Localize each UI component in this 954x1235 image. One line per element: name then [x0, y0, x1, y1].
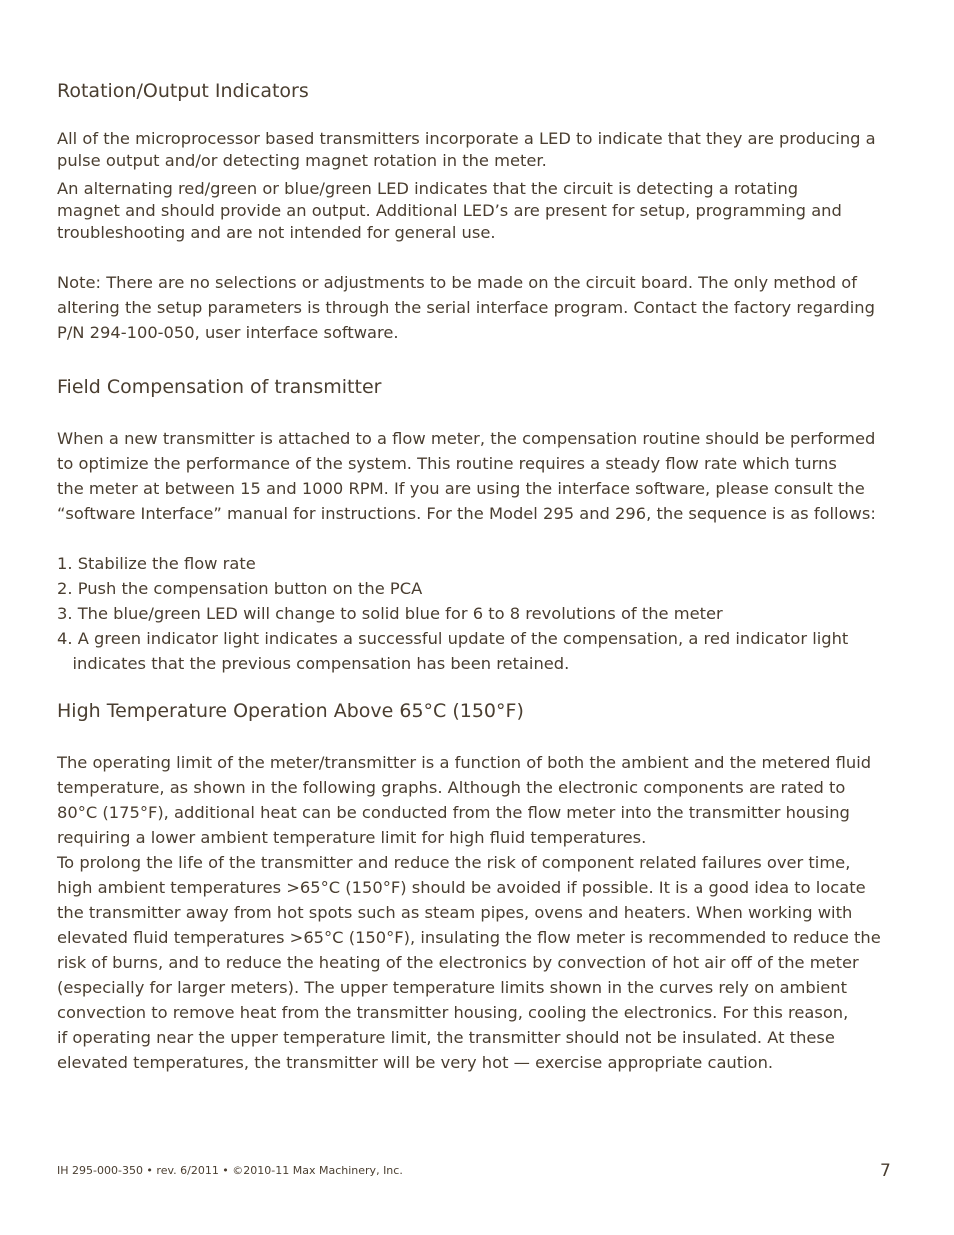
paragraph-operating-limit: [57, 750, 871, 850]
text-line: Note: There are no selections or adjustments to be made on the circuit board. The only method of: [57, 273, 857, 292]
text-line: requiring a lower ambient temperature limit for high fluid temperatures.: [57, 828, 647, 847]
heading-rotation-output-indicators: Rotation/Output Indicators: [57, 80, 309, 102]
text-line: All of the microprocessor based transmitters incorporate a LED to indicate that they are producing a: [57, 129, 876, 148]
footer-document-info: IH 295-000-350 • rev. 6/2011 • ©2010-11 Max Machinery, Inc.: [57, 1164, 403, 1177]
text-line: P/N 294-100-050, user interface software.: [57, 323, 399, 342]
page-number: 7: [880, 1161, 891, 1181]
text-line: “software Interface” manual for instructions. For the Model 295 and 296, the sequence is as follows:: [57, 504, 876, 523]
paragraph-led-alternating: [57, 178, 842, 244]
text-line: risk of burns, and to reduce the heating of the electronics by convection of hot air off of the meter: [57, 953, 859, 972]
text-line: high ambient temperatures >65°C (150°F) should be avoided if possible. It is a good idea to locate: [57, 878, 866, 897]
paragraph-led-intro: [57, 128, 876, 172]
text-line: pulse output and/or detecting magnet rotation in the meter.: [57, 151, 547, 170]
text-line: To prolong the life of the transmitter and reduce the risk of component related failures over time,: [57, 853, 851, 872]
text-line: elevated temperatures, the transmitter will be very hot — exercise appropriate caution.: [57, 1053, 774, 1072]
compensation-steps-list: [57, 551, 848, 676]
list-item: indicates that the previous compensation has been retained.: [57, 654, 570, 673]
text-line: When a new transmitter is attached to a flow meter, the compensation routine should be performed: [57, 429, 876, 448]
list-item: 4. A green indicator light indicates a successful update of the compensation, a red indicator light: [57, 629, 849, 648]
text-line: altering the setup parameters is through the serial interface program. Contact the factory regarding: [57, 298, 875, 317]
paragraph-compensation: [57, 426, 876, 526]
text-line: (especially for larger meters). The upper temperature limits shown in the curves rely on ambient: [57, 978, 847, 997]
heading-field-compensation: Field Compensation of transmitter: [57, 376, 382, 398]
text-line: the meter at between 15 and 1000 RPM. If you are using the interface software, please consult the: [57, 479, 865, 498]
paragraph-prolong-life: [57, 850, 881, 1075]
paragraph-note: [57, 270, 875, 345]
list-item: 2. Push the compensation button on the PCA: [57, 579, 423, 598]
text-line: temperature, as shown in the following graphs. Although the electronic components are rated to: [57, 778, 846, 797]
text-line: magnet and should provide an output. Additional LED’s are present for setup, programming and: [57, 201, 842, 220]
text-line: The operating limit of the meter/transmitter is a function of both the ambient and the metered fluid: [57, 753, 872, 772]
heading-high-temperature: High Temperature Operation Above 65°C (150°F): [57, 700, 524, 722]
list-item: 3. The blue/green LED will change to solid blue for 6 to 8 revolutions of the meter: [57, 604, 723, 623]
text-line: convection to remove heat from the transmitter housing, cooling the electronics. For this reason,: [57, 1003, 849, 1022]
text-line: if operating near the upper temperature limit, the transmitter should not be insulated. At these: [57, 1028, 835, 1047]
text-line: the transmitter away from hot spots such as steam pipes, ovens and heaters. When working with: [57, 903, 853, 922]
text-line: to optimize the performance of the system. This routine requires a steady flow rate which turns: [57, 454, 837, 473]
text-line: 80°C (175°F), additional heat can be conducted from the flow meter into the transmitter housing: [57, 803, 850, 822]
text-line: troubleshooting and are not intended for general use.: [57, 223, 496, 242]
text-line: An alternating red/green or blue/green LED indicates that the circuit is detecting a rotating: [57, 179, 799, 198]
text-line: elevated fluid temperatures >65°C (150°F), insulating the flow meter is recommended to reduce the: [57, 928, 881, 947]
list-item: 1. Stabilize the flow rate: [57, 554, 256, 573]
